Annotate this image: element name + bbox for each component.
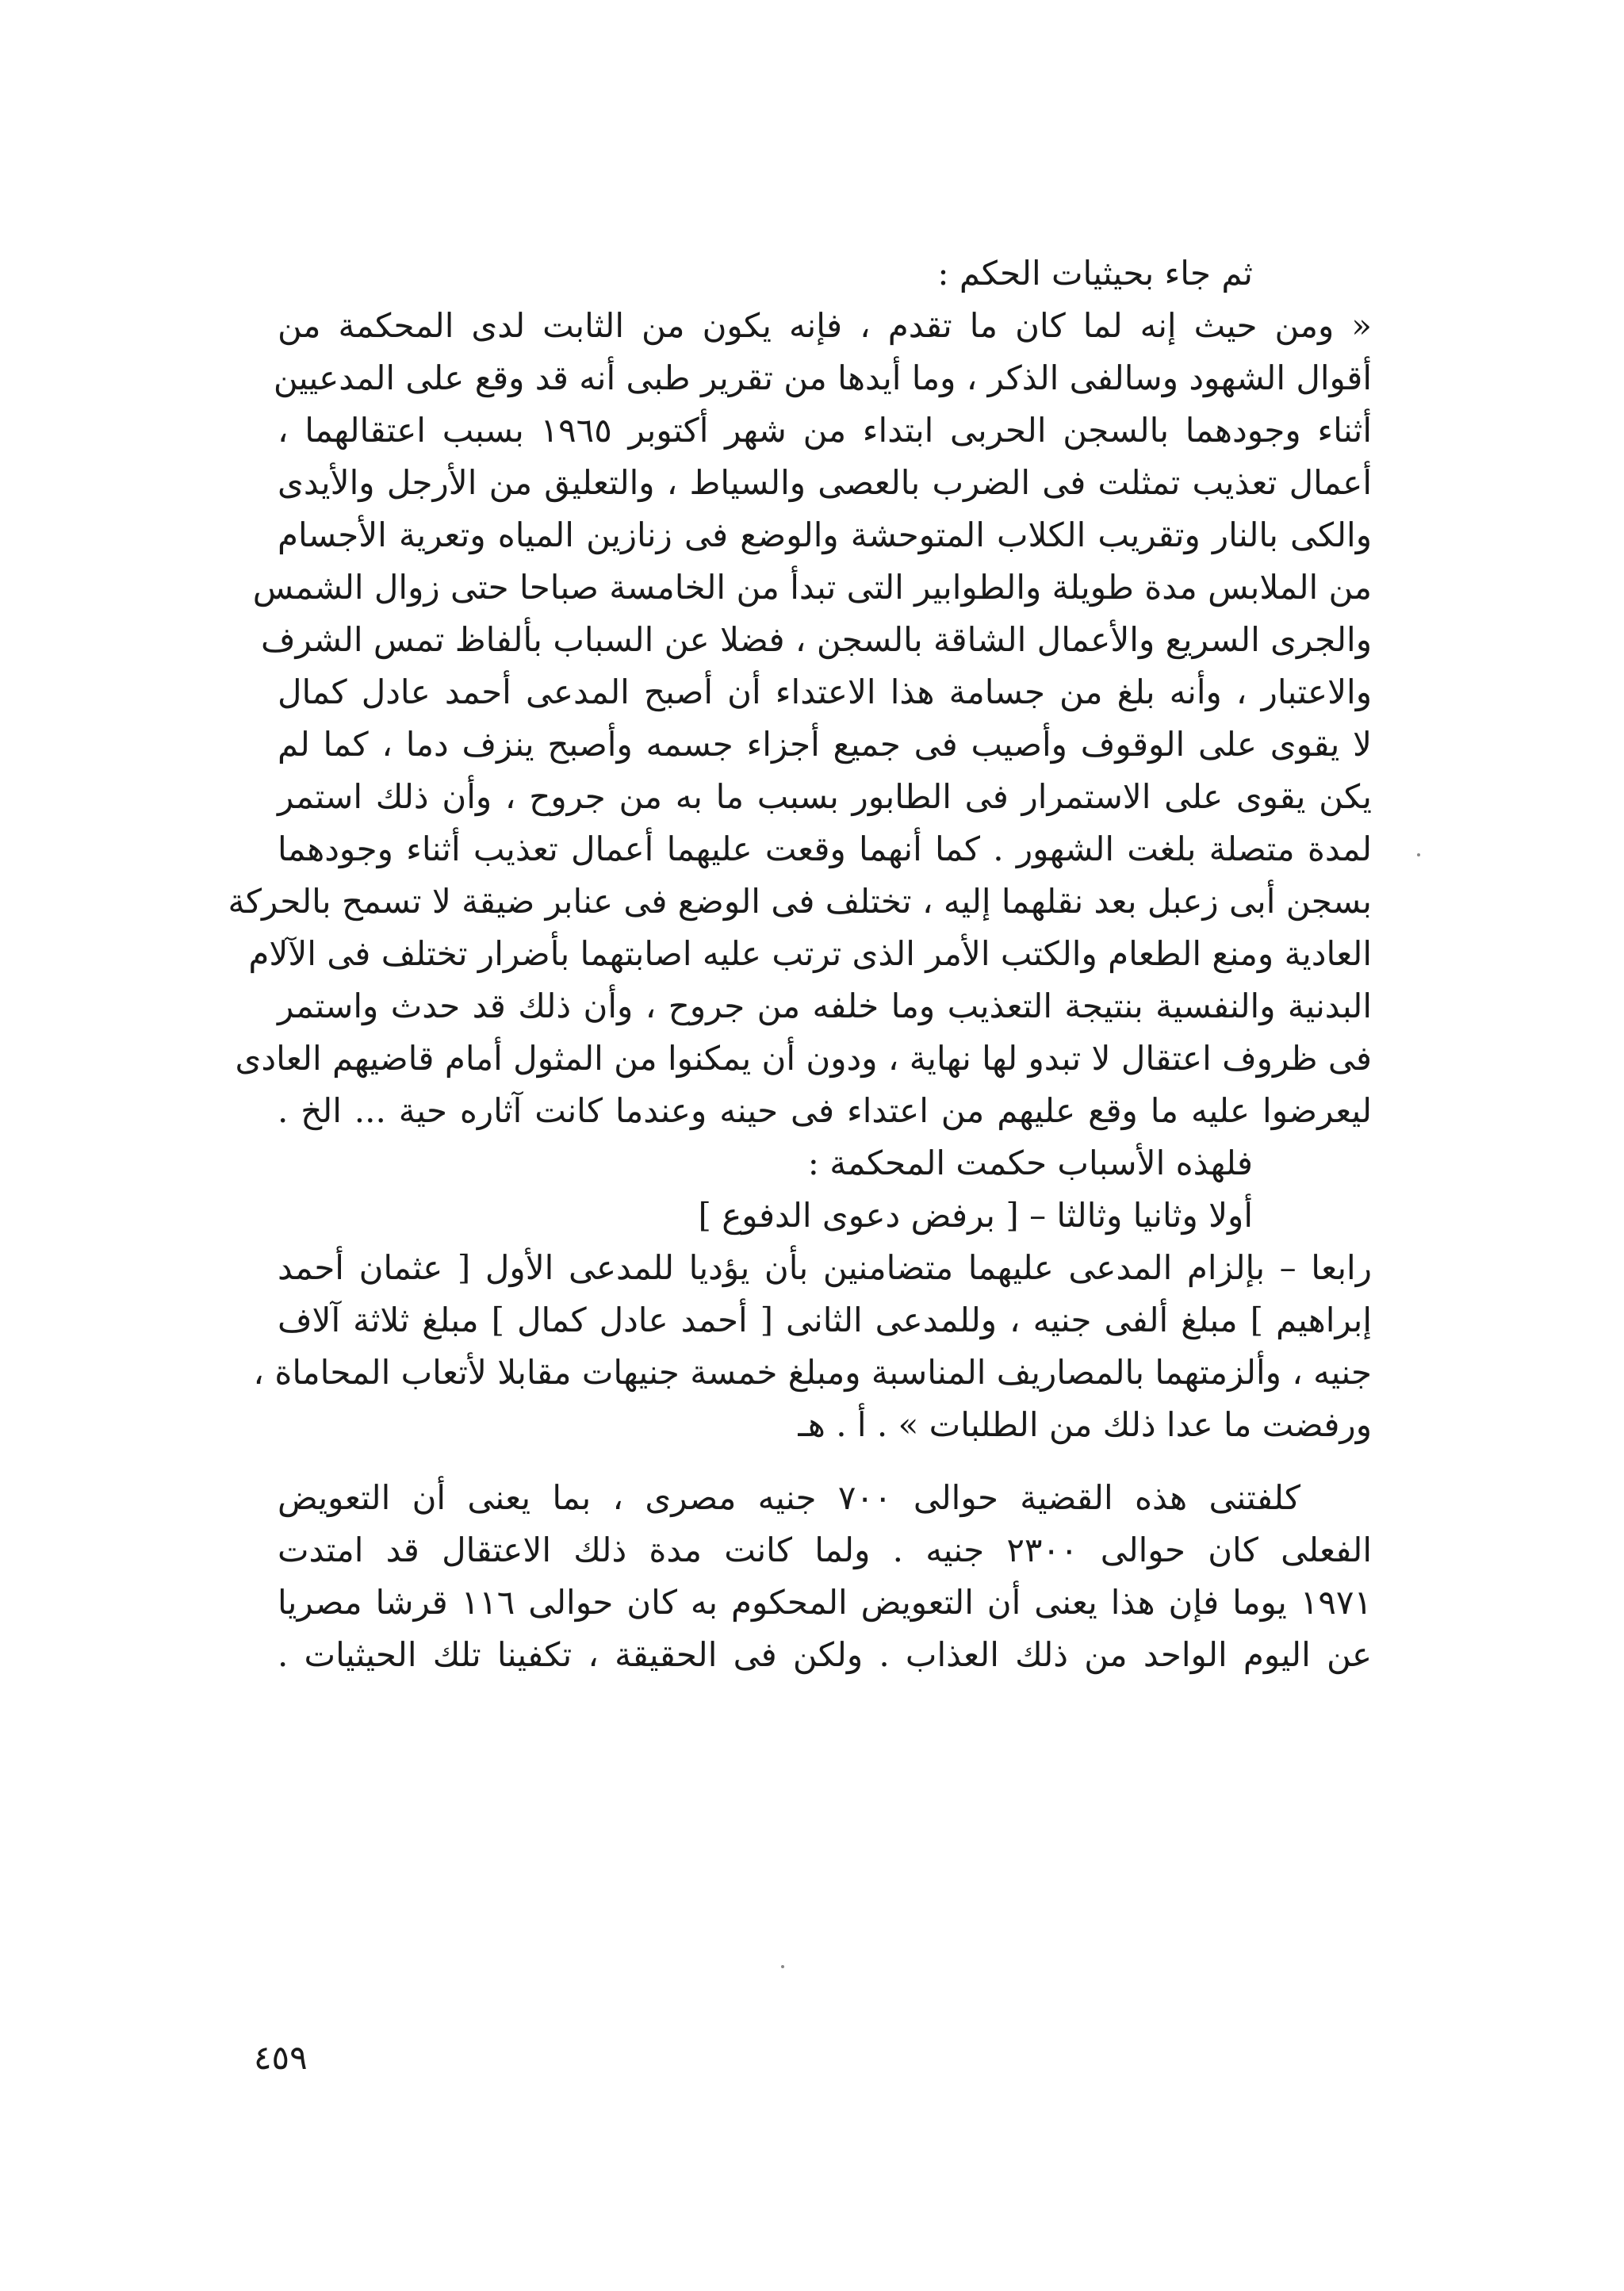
text-line: بسجن أبى زعبل بعد نقلهما إليه ، تختلف فى الوضع فى عنابر ضيقة لا تسمح بالحركة <box>228 882 1372 921</box>
text-line: رابعا – بإلزام المدعى عليهما متضامنين بأن يؤديا للمدعى الأول [ عثمان أحمد <box>278 1248 1372 1287</box>
text-line-heading-reasons: فلهذه الأسباب حكمت المحكمة : <box>807 1144 1253 1182</box>
text-line: البدنية والنفسية بنتيجة التعذيب وما خلفه من جروح ، وأن ذلك قد حدث واستمر <box>278 987 1372 1025</box>
text-line: « ومن حيث إنه لما كان ما تقدم ، فإنه يكون من الثابت لدى المحكمة من <box>278 306 1372 345</box>
page-number: ٤٥٩ <box>254 2038 308 2077</box>
text-line: والجرى السريع والأعمال الشاقة بالسجن ، فضلا عن السباب بألفاظ تمس الشرف <box>260 620 1372 659</box>
text-line: إبراهيم ] مبلغ ألفى جنيه ، وللمدعى الثانى [ أحمد عادل كمال ] مبلغ ثلاثة آلاف <box>278 1301 1372 1339</box>
body-text <box>228 247 1372 1681</box>
text-line: الفعلى كان حوالى ٢٣٠٠ جنيه . ولما كانت مدة ذلك الاعتقال قد امتدت <box>278 1531 1372 1569</box>
text-line: لا يقوى على الوقوف وأصيب فى جميع أجزاء جسمه وأصبح ينزف دما ، كما لم <box>278 725 1372 764</box>
text-line: والاعتبار ، وأنه بلغ من جسامة هذا الاعتداء أن أصبح المدعى أحمد عادل كمال <box>278 672 1372 711</box>
text-line: ورفضت ما عدا ذلك من الطلبات » . أ . هـ <box>798 1405 1372 1444</box>
text-line: لمدة متصلة بلغت الشهور . كما أنهما وقعت عليهما أعمال تعذيب أثناء وجودهما <box>278 829 1372 868</box>
scan-speck <box>781 1965 784 1968</box>
text-line: العادية ومنع الطعام والكتب الأمر الذى ترتب عليه اصابتهما بأضرار تختلف فى الآلام <box>248 934 1372 973</box>
text-line: أثناء وجودهما بالسجن الحربى ابتداء من شهر أكتوبر ١٩٦٥ بسبب اعتقالهما ، <box>278 411 1372 450</box>
text-line: أعمال تعذيب تمثلت فى الضرب بالعصى والسياط ، والتعليق من الأرجل والأيدى <box>278 463 1372 502</box>
paragraph-gap <box>278 1451 1372 1472</box>
text-line-ruling-first: أولا وثانيا وثالثا – [ برفض دعوى الدفوع ] <box>698 1196 1253 1235</box>
text-line: من الملابس مدة طويلة والطوابير التى تبدأ من الخامسة صباحا حتى زوال الشمس <box>252 568 1372 607</box>
text-line: ١٩٧١ يوما فإن هذا يعنى أن التعويض المحكوم به كان حوالى ١١٦ قرشا مصريا <box>278 1583 1372 1622</box>
text-line-heading-verdict: ثم جاء بحيثيات الحكم : <box>937 254 1253 293</box>
text-line: كلفتنى هذه القضية حوالى ٧٠٠ جنيه مصرى ، بما يعنى أن التعويض <box>278 1478 1300 1517</box>
text-line: ليعرضوا عليه ما وقع عليهم من اعتداء فى حينه وعندما كانت آثاره حية ... الخ . <box>278 1091 1372 1130</box>
text-line: يكن يقوى على الاستمرار فى الطابور بسبب ما به من جروح ، وأن ذلك استمر <box>278 777 1372 816</box>
text-line: أقوال الشهود وسالفى الذكر ، وما أيدها من تقرير طبى أنه قد وقع على المدعيين <box>273 358 1372 397</box>
text-line: فى ظروف اعتقال لا تبدو لها نهاية ، ودون أن يمكنوا من المثول أمام قاضيهم العادى <box>235 1039 1372 1078</box>
text-line: والكى بالنار وتقريب الكلاب المتوحشة والوضع فى زنازين المياه وتعرية الأجسام <box>278 515 1372 554</box>
text-line: جنيه ، وألزمتهما بالمصاريف المناسبة ومبلغ خمسة جنيهات مقابلا لأتعاب المحاماة ، <box>253 1353 1372 1392</box>
text-line: عن اليوم الواحد من ذلك العذاب . ولكن فى الحقيقة ، تكفينا تلك الحيثيات . <box>278 1635 1372 1674</box>
scan-speck <box>1417 853 1420 856</box>
